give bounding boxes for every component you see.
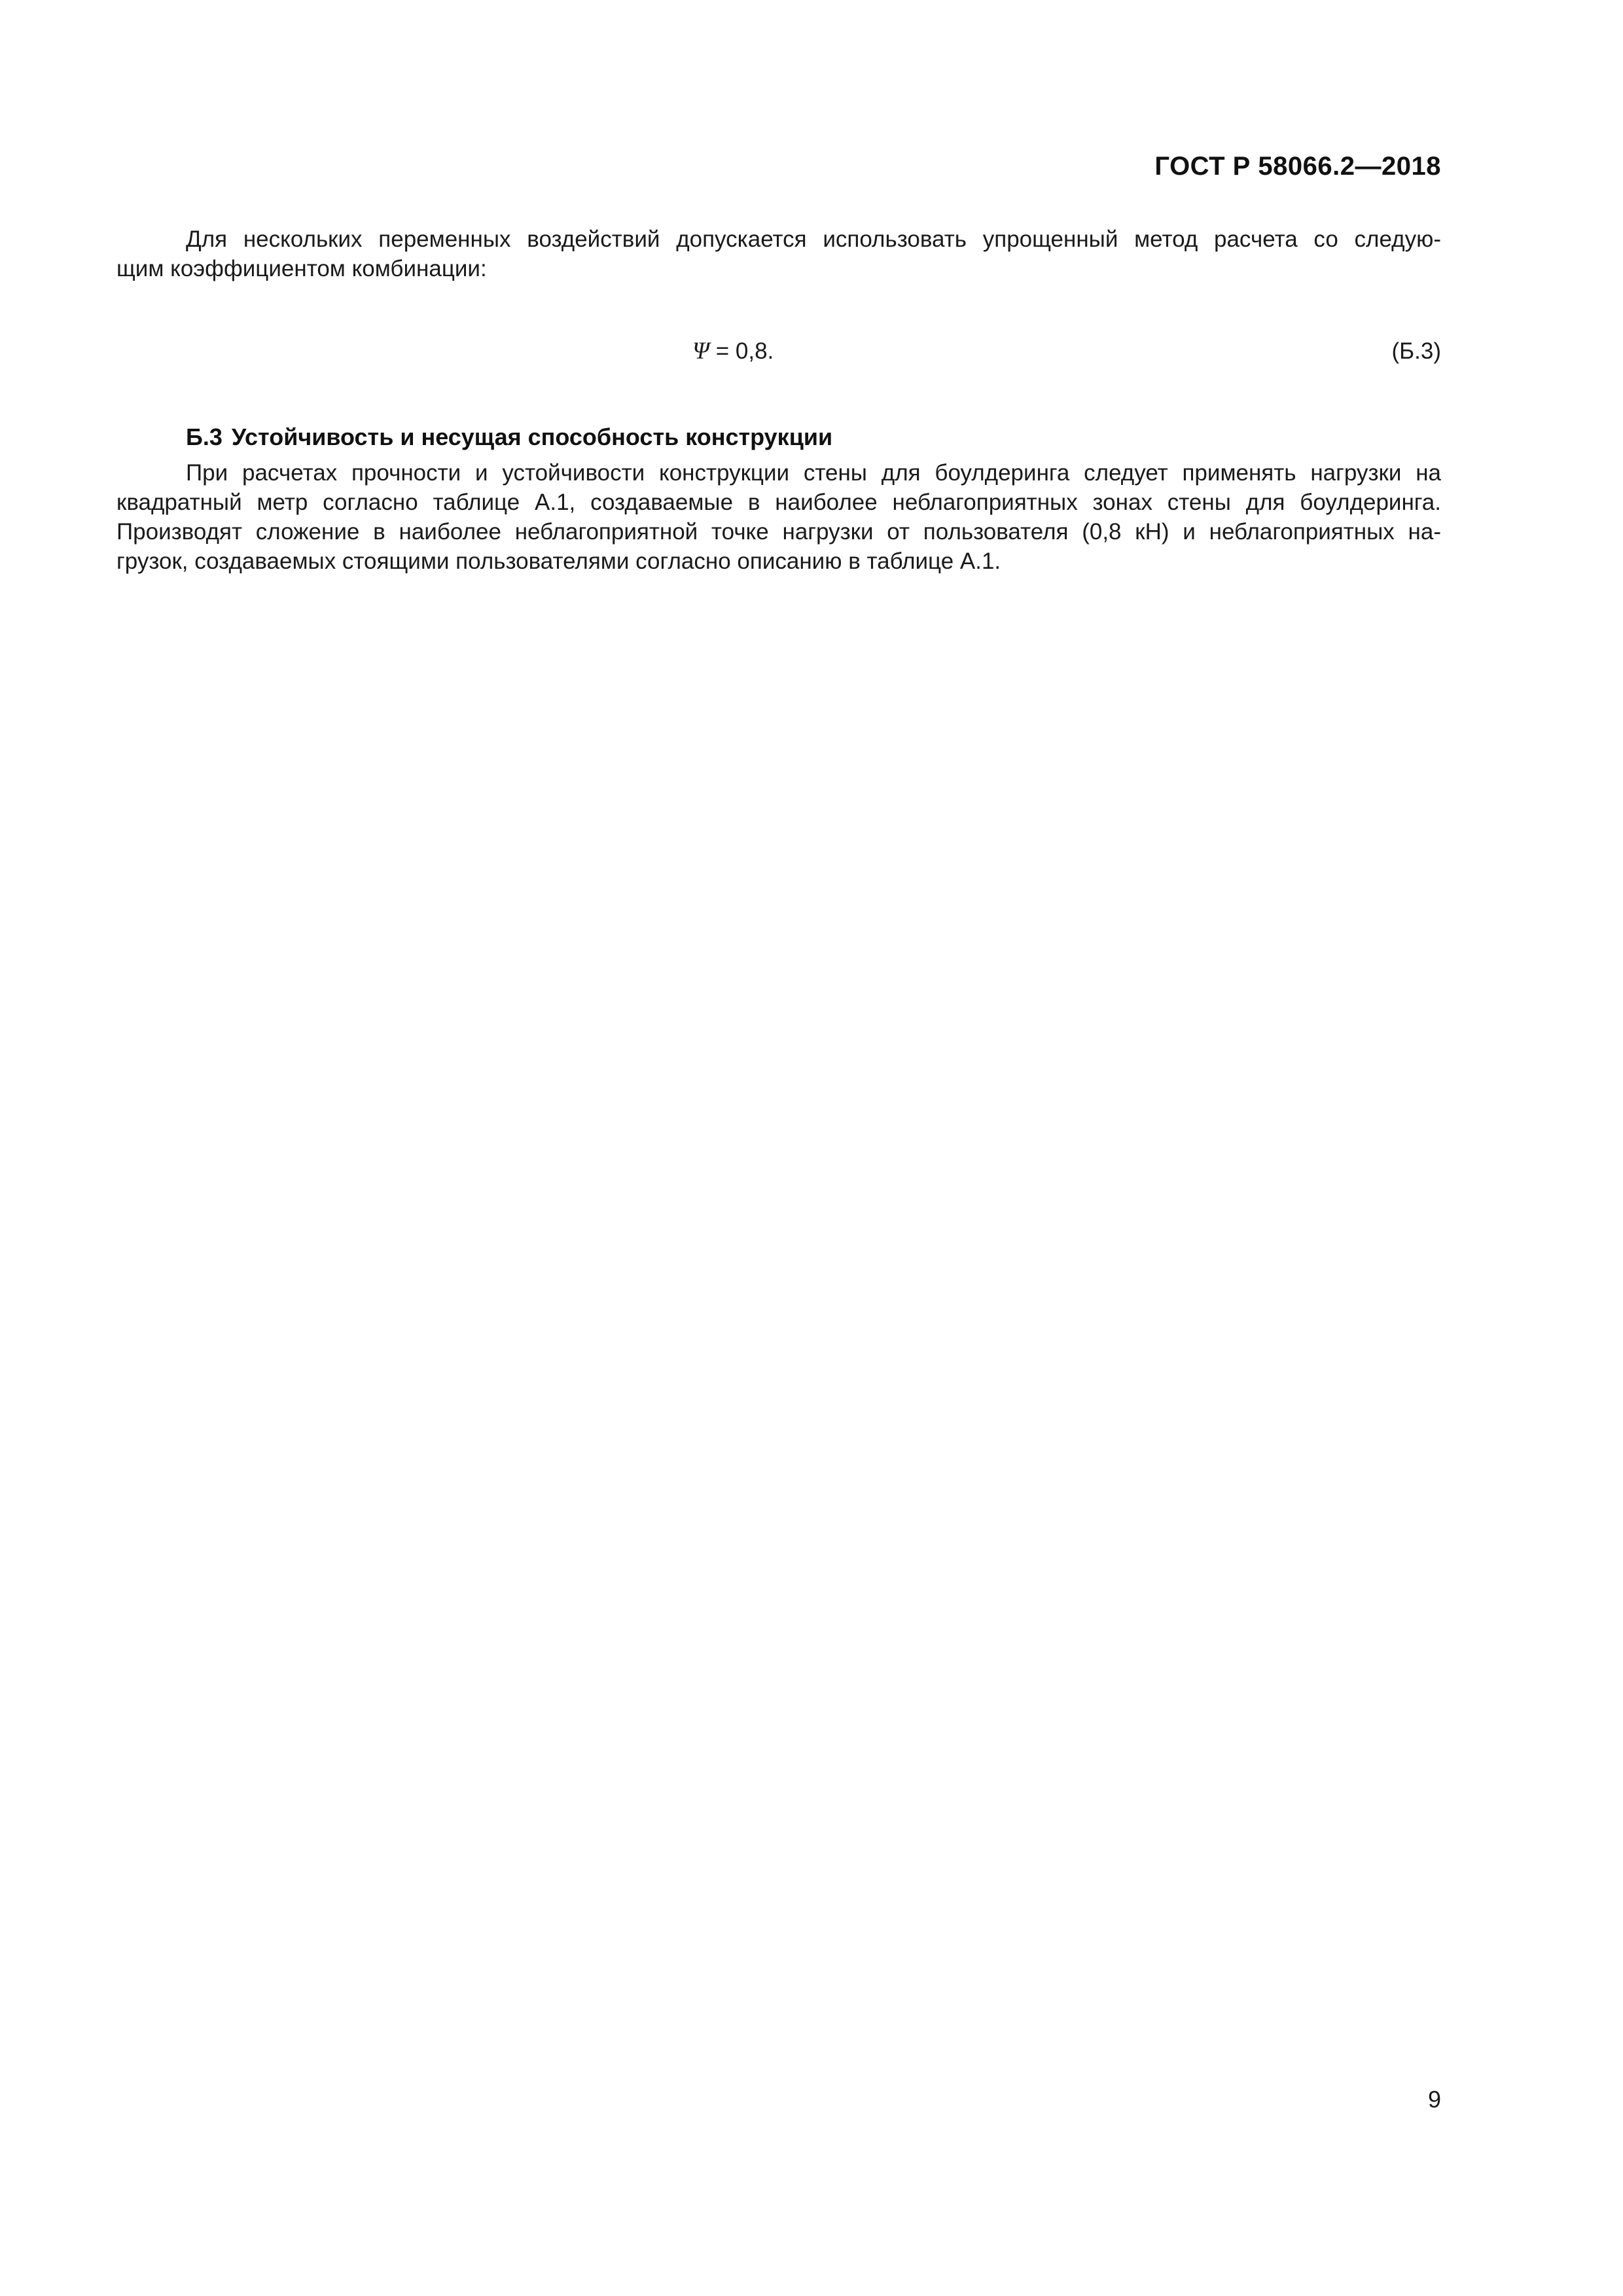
paragraph-line: Производят сложение в наиболее неблагоприятной точке нагрузки от пользователя (0,8 кН) и неблагоприятных на-	[116, 519, 1441, 545]
section-heading	[186, 422, 832, 452]
paragraph-stability	[116, 458, 1441, 576]
paragraph-line: щим коэффициентом комбинации:	[116, 256, 487, 281]
section-number: Б.3	[186, 423, 223, 450]
section-title: Устойчивость и несущая способность конструкции	[231, 423, 833, 450]
page-number: 9	[1427, 2086, 1441, 2113]
paragraph-line: грузок, создаваемых стоящими пользователями согласно описанию в таблице А.1.	[116, 548, 1001, 574]
paragraph-line: квадратный метр согласно таблице А.1, создаваемые в наиболее неблагоприятных зонах стены для боулдеринга.	[116, 490, 1441, 515]
formula-symbol: Ψ	[692, 338, 710, 365]
paragraph-line: При расчетах прочности и устойчивости конструкции стены для боулдеринга следует применять нагрузки на	[186, 460, 1441, 486]
formula-number: (Б.3)	[1391, 338, 1441, 364]
document-code-header: ГОСТ Р 58066.2—2018	[1154, 152, 1441, 181]
formula-row	[116, 336, 1441, 366]
formula-value: = 0,8.	[709, 338, 774, 364]
paragraph-line: Для нескольких переменных воздействий допускается использовать упрощенный метод расчета со следую-	[186, 226, 1441, 252]
paragraph-combination-coefficient	[116, 224, 1441, 283]
formula-expression	[692, 336, 774, 366]
